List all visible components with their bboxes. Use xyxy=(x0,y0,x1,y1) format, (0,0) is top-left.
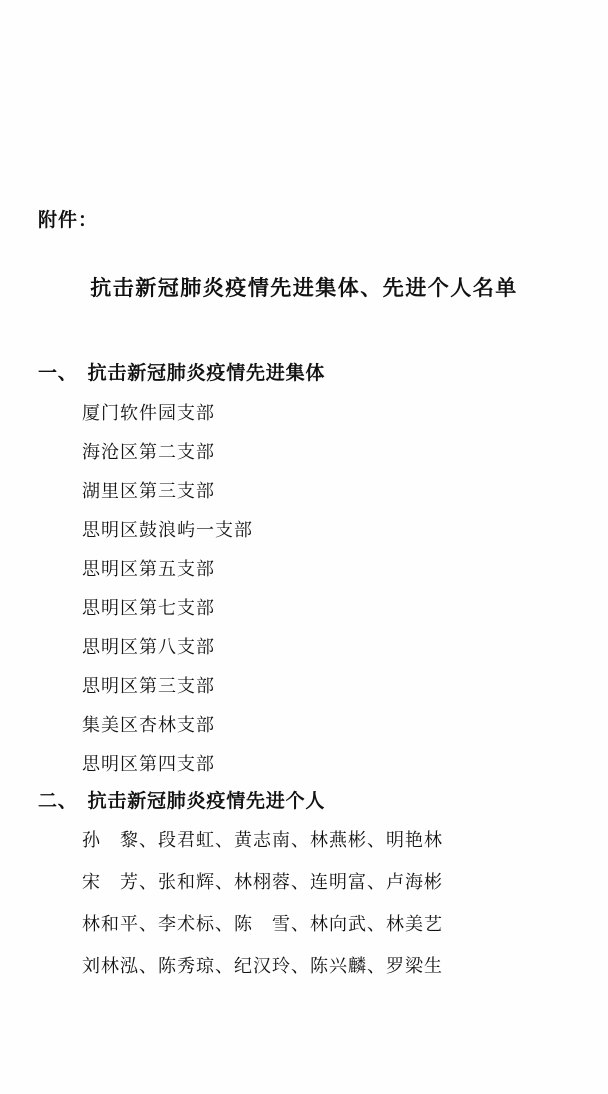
attachment-label: 附件： xyxy=(38,209,99,231)
list-item: 林和平、李术标、陈 雪、林向武、林美艺 xyxy=(82,914,443,935)
list-item: 海沧区第二支部 xyxy=(82,442,215,463)
list-item: 刘林泓、陈秀琼、纪汉玲、陈兴麟、罗梁生 xyxy=(82,956,443,977)
list-item: 思明区第四支部 xyxy=(82,754,215,775)
list-item: 思明区第五支部 xyxy=(82,559,215,580)
list-item: 思明区第八支部 xyxy=(82,637,215,658)
list-item: 集美区杏林支部 xyxy=(82,715,215,736)
section-title-1: 抗击新冠肺炎疫情先进集体 xyxy=(87,362,326,384)
list-item: 孙 黎、段君虹、黄志南、林燕彬、明艳林 xyxy=(82,830,443,851)
list-item: 思明区鼓浪屿一支部 xyxy=(82,520,253,541)
list-item: 湖里区第三支部 xyxy=(82,481,215,502)
section-title-2: 抗击新冠肺炎疫情先进个人 xyxy=(87,790,326,812)
list-item: 宋 芳、张和辉、林栩蓉、连明富、卢海彬 xyxy=(82,872,443,893)
section-number-1: 一、 xyxy=(38,362,78,384)
section-heading-2 xyxy=(38,786,325,813)
list-item: 厦门软件园支部 xyxy=(82,403,215,424)
page-title: 抗击新冠肺炎疫情先进集体、先进个人名单 xyxy=(90,275,518,300)
section-heading-1 xyxy=(38,358,325,385)
section-number-2: 二、 xyxy=(38,790,78,812)
list-item: 思明区第七支部 xyxy=(82,598,215,619)
list-item: 思明区第三支部 xyxy=(82,676,215,697)
